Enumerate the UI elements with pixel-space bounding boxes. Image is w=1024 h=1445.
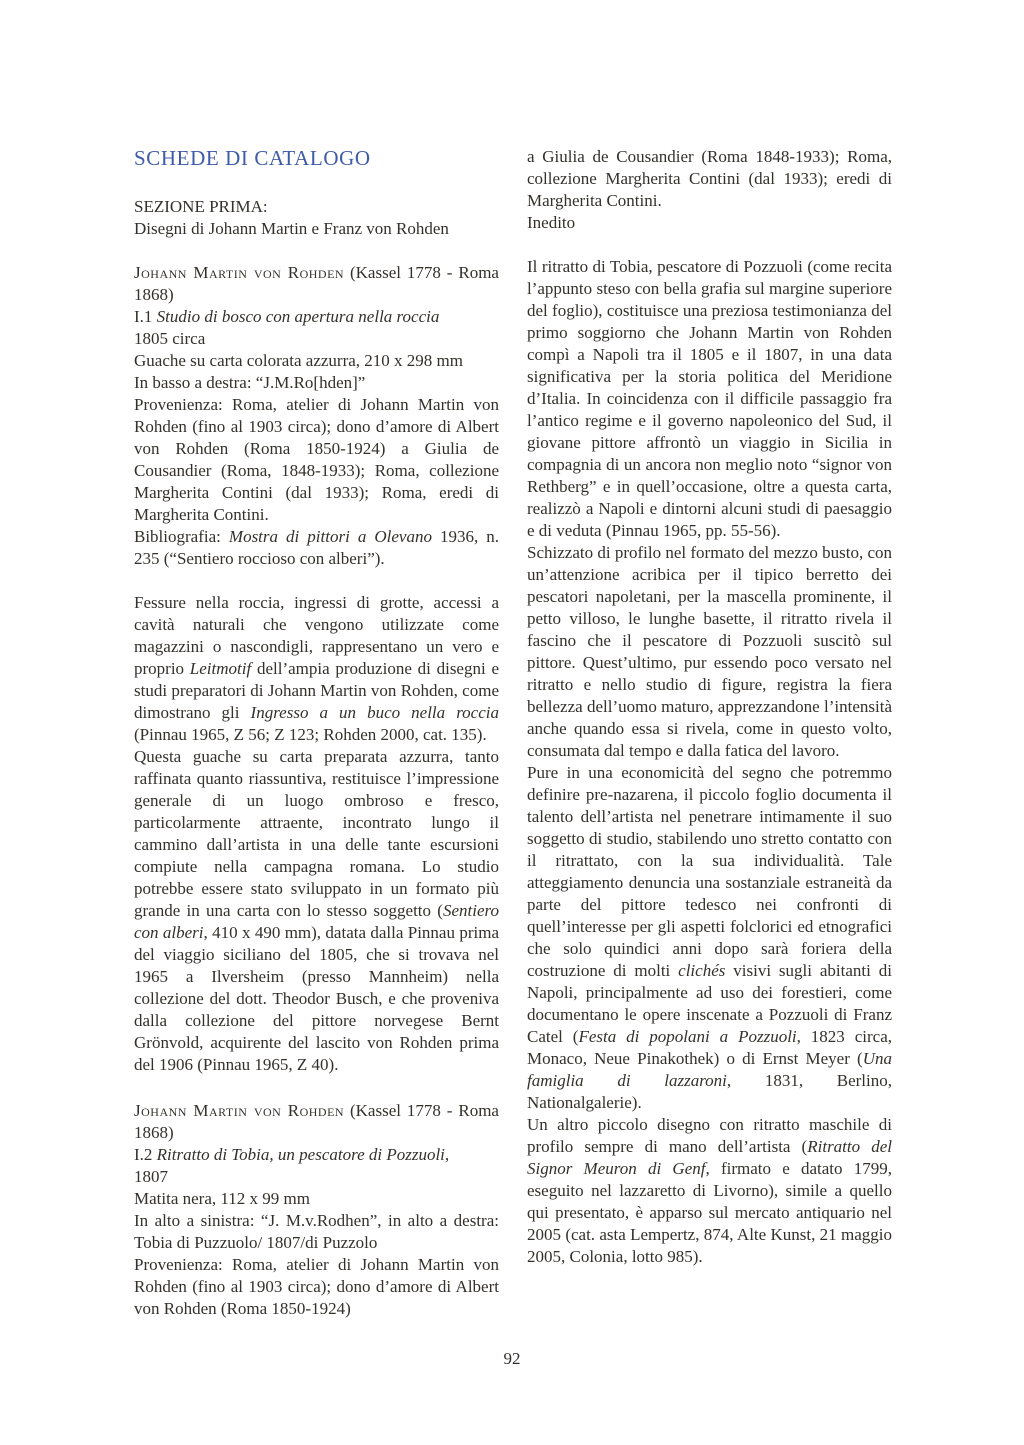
right-column	[527, 146, 892, 1268]
text-line: Schizzato di profilo nel formato del mezzo busto, con un’attenzione acribica per il tipico berretto dei pescatori napoletani, per la mascella prominente, il petto villoso, le lunghe basette, il ritratto rivela il fascino che il pescatore di Pozzuoli suscitò sul pittore. Quest’ultimo, pur essendo poco versato nel ritratto e nello studio di figure, registra la fiera bellezza dell’uomo maturo, apprezzandone l’intensità anche quando essa si rivela, come in questo volto, consumata dal tempo e dalla fatica del lavoro.	[527, 543, 892, 760]
text-line: Johann Martin von Rohden (Kassel 1778 - Roma 1868)	[134, 1101, 499, 1142]
text-line: 1807	[134, 1167, 168, 1186]
left-column	[134, 146, 499, 1320]
text-line: Disegni di Johann Martin e Franz von Rohden	[134, 219, 449, 238]
text-line: Bibliografia: Mostra di pittori a Olevano 1936, n. 235 (“Sentiero roccioso con alberi”).	[134, 527, 500, 568]
work-title-italic: Mostra di pittori a Olevano	[228, 527, 432, 546]
text-line: SCHEDE DI CATALOGO	[134, 146, 371, 170]
work-title-italic: Sentiero con alberi	[134, 901, 499, 942]
text-line: Johann Martin von Rohden (Kassel 1778 - Roma 1868)	[134, 263, 499, 304]
catalog-entry-1	[134, 262, 499, 570]
text-line: In alto a sinistra: “J. M.v.Rodhen”, in alto a destra: Tobia di Puzzuolo/ 1807/di Puzzolo	[134, 1211, 499, 1252]
work-title-italic: Ritratto di Tobia, un pescatore di Pozzuoli	[156, 1145, 445, 1164]
text-line: I.2 Ritratto di Tobia, un pescatore di Pozzuoli,	[134, 1145, 450, 1164]
artist-name-smallcaps: Johann Martin von Rohden	[134, 263, 345, 282]
work-title-italic: clichés	[678, 961, 726, 980]
text-line: Questa guache su carta preparata azzurra, tanto raffinata quanto riassuntiva, restituisce l’impressione generale di un luogo ombroso e fresco, particolarmente attraente, incontrato lungo il cammino dall’artista in una delle tante escursioni compiute nella campagna romana. Lo studio potrebbe essere stato sviluppato in un formato più grande in una carta con lo stesso soggetto (Sentiero con alberi, 410 x 490 mm), datata dalla Pinnau prima del viaggio siciliano del 1805, che si trovava nel 1965 a Ilversheim (presso Mannheim) nella collezione del dott. Theodor Busch, e che proveniva dalla collezione del pittore norvegese Bernt Grönvold, acquirente del lascito von Rohden prima del 1906 (Pinnau 1965, Z 40).	[134, 747, 499, 1074]
catalog-entry-2	[134, 1100, 499, 1320]
page-title	[134, 146, 499, 170]
work-title-italic: Festa di popolani a Pozzuoli	[578, 1027, 797, 1046]
text-line: Pure in una economicità del segno che potremmo definire pre-nazarena, il piccolo foglio documenta il talento dell’artista nel penetrare intimamente il suo soggetto di studio, stabilendo uno stretto contatto con il ritrattato, con la sua individualità. Tale atteggiamento denuncia una sostanziale estraneità da parte del pittore tedesco nei confronti di quell’interesse per gli aspetti folclorici ed etnografici che solo quindici anni dopo sarà foriera della costruzione di molti clichés visivi sugli abitanti di Napoli, principalmente ad uso dei forestieri, come documentano le opere inscenate a Pozzuoli di Franz Catel (Festa di popolani a Pozzuoli, 1823 circa, Monaco, Neue Pinakothek) o di Ernst Meyer (Una famiglia di lazzaroni, 1831, Berlino, Nationalgalerie).	[527, 763, 892, 1112]
text-line: Matita nera, 112 x 99 mm	[134, 1189, 310, 1208]
catalog-entry-2-continuation	[527, 146, 892, 234]
text-line: In basso a destra: “J.M.Ro[hden]”	[134, 373, 366, 392]
work-title-italic: Leitmotif	[189, 659, 252, 678]
work-title-italic: Studio di bosco con apertura nella roccia	[156, 307, 440, 326]
text-line: Un altro piccolo disegno con ritratto maschile di profilo sempre di mano dell’artista (Ritratto del Signor Meuron di Genf, firmato e datato 1799, eseguito nel lazzaretto di Livorno), simile a quello qui presentato, è apparso sul mercato antiquario nel 2005 (cat. asta Lempertz, 874, Alte Kunst, 21 maggio 2005, Colonia, lotto 985).	[527, 1115, 892, 1266]
text-line: Provenienza: Roma, atelier di Johann Martin von Rohden (fino al 1903 circa); dono d’amore di Albert von Rohden (Roma 1850-1924)	[134, 1255, 499, 1318]
catalog-entry-2-commentary	[527, 256, 892, 1268]
section-label	[134, 196, 499, 240]
work-title-italic: Una famiglia di lazzaroni	[527, 1049, 892, 1090]
text-line: Il ritratto di Tobia, pescatore di Pozzuoli (come recita l’appunto steso con bella grafia sul margine superiore del foglio), costituisce una preziosa testimonianza del primo soggiorno che Johann Martin von Rohden compì a Napoli tra il 1805 e il 1807, in una data significativa per la storia politica del Meridione d’Italia. In coincidenza con il difficile passaggio fra l’antico regime e il governo napoleonico del Sud, il giovane pittore affrontò un viaggio in Sicilia in compagnia di un ancora non meglio noto “signor von Rethberg” e in quell’occasione, oltre a questa carta, realizzò a Napoli e dintorni alcuni studi di paesaggio e di veduta (Pinnau 1965, pp. 55-56).	[527, 257, 892, 540]
catalog-entry-1-commentary	[134, 592, 499, 1076]
text-line: Provenienza: Roma, atelier di Johann Martin von Rohden (fino al 1903 circa); dono d’amore di Albert von Rohden (Roma 1850-1924) a Giulia de Cousandier (Roma, 1848-1933); Roma, collezione Margherita Contini (dal 1933); Roma, eredi di Margherita Contini.	[134, 395, 499, 524]
text-line: I.1 Studio di bosco con apertura nella roccia	[134, 307, 440, 326]
text-line: Inedito	[527, 213, 576, 232]
text-line: Fessure nella roccia, ingressi di grotte, accessi a cavità naturali che vengono utilizzate come magazzini o nascondigli, rappresentano un vero e proprio Leitmotif dell’ampia produzione di disegni e studi preparatori di Johann Martin von Rohden, come dimostrano gli Ingresso a un buco nella roccia (Pinnau 1965, Z 56; Z 123; Rohden 2000, cat. 135).	[134, 593, 499, 744]
text-line: SEZIONE PRIMA:	[134, 197, 268, 216]
artist-name-smallcaps: Johann Martin von Rohden	[134, 1101, 345, 1120]
text-line: Guache su carta colorata azzurra, 210 x 298 mm	[134, 351, 463, 370]
work-title-italic: Ritratto del Signor Meuron di Genf	[527, 1137, 892, 1178]
work-title-italic: Ingresso a un buco nella roccia	[250, 703, 499, 722]
text-line: 1805 circa	[134, 329, 206, 348]
text-line: a Giulia de Cousandier (Roma 1848-1933); Roma, collezione Margherita Contini (dal 1933); eredi di Margherita Contini.	[527, 147, 892, 210]
page-number: 92	[503, 1349, 521, 1368]
